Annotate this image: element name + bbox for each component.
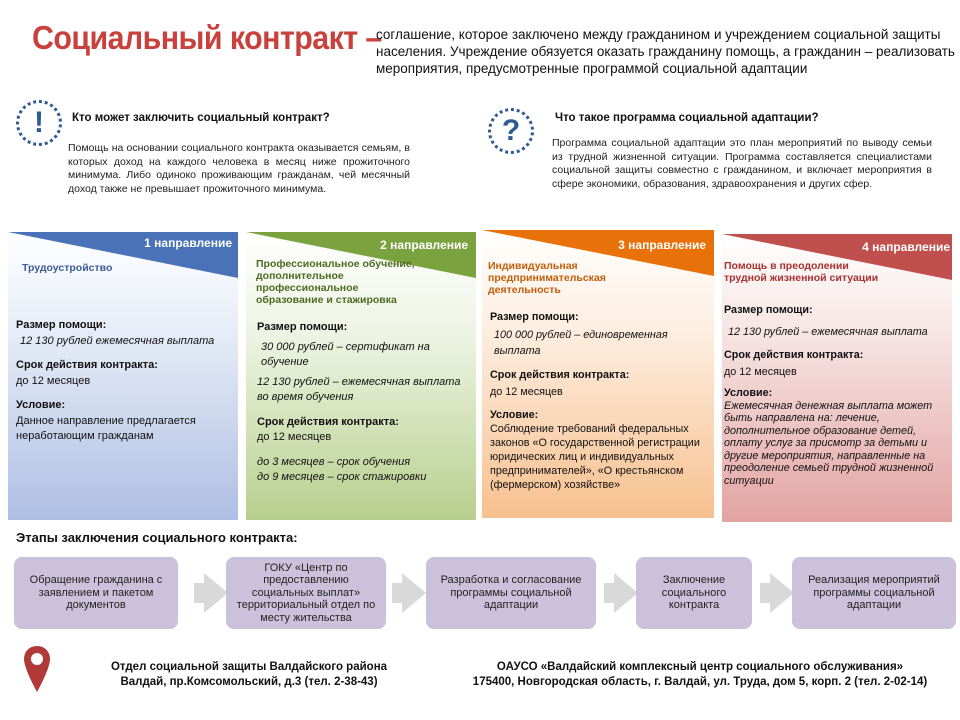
direction-2-help-value-1: 30 000 рублей – сертификат на обучение xyxy=(261,340,430,368)
footer-left-line2: Валдай, пр.Комсомольский, д.3 (тел. 2-38-43) xyxy=(120,676,378,688)
direction-3-subtitle: Индивидуальная предпринимательская деятельность xyxy=(488,260,606,296)
stage-arrow-tail-2 xyxy=(392,583,402,603)
stage-4: Заключение социального контракта xyxy=(636,557,752,629)
stage-2: ГОКУ «Центр по предоставлению социальных выплат» территориальный отдел по месту жительства xyxy=(226,557,386,629)
footer-right-office xyxy=(440,660,960,690)
direction-3-cond-value: Соблюдение требований федеральных законов «О государственной регистрации юридических лиц и индивидуальных предпринимателей», «О крестьянском (фермерском) хозяйстве» xyxy=(490,423,700,491)
info-right-heading: Что такое программа социальной адаптации? xyxy=(555,112,819,124)
stage-arrow-tail-4 xyxy=(760,583,770,603)
direction-4-help-value: 12 130 рублей – ежемесячная выплата xyxy=(728,325,928,338)
direction-2-term-label: Срок действия контракта: xyxy=(257,415,399,428)
stage-5: Реализация мероприятий программы социальной адаптации xyxy=(792,557,956,629)
stage-arrow-tail-3 xyxy=(604,583,614,603)
direction-4-number: 4 направление xyxy=(862,240,950,254)
stage-arrow-2 xyxy=(402,573,426,613)
footer-right-line2: 175400, Новгородская область, г. Валдай, ул. Труда, дом 5, корп. 2 (тел. 2-02-14) xyxy=(472,676,928,688)
direction-1-card xyxy=(8,232,238,520)
direction-4-term-value: до 12 месяцев xyxy=(724,365,797,378)
direction-2-help-label: Размер помощи: xyxy=(257,321,348,333)
location-pin-icon xyxy=(22,644,52,696)
direction-4-cond-label: Условие: xyxy=(724,387,773,399)
question-icon: ? xyxy=(488,108,534,154)
exclamation-icon: ! xyxy=(16,100,62,146)
direction-4-card xyxy=(722,234,952,522)
stage-3: Разработка и согласование программы социальной адаптации xyxy=(426,557,596,629)
direction-3-cond-label: Условие: xyxy=(490,409,539,421)
direction-4-help-label: Размер помощи: xyxy=(724,304,813,316)
stage-arrow-tail-1 xyxy=(194,583,204,603)
direction-1-term-label: Срок действия контракта: xyxy=(16,359,158,371)
direction-2-help-value-2: 12 130 рублей – ежемесячная выплата во время обучения xyxy=(257,375,461,403)
direction-2-card xyxy=(246,232,476,520)
page-title: Социальный контракт – xyxy=(32,19,382,56)
info-right-text: Программа социальной адаптации это план мероприятий по выводу семьи из трудной жизненной ситуации. Программа составляется специалистами социальной защиты совместно с гражданином, и включает мероприятия в сфере экономики, образования, здравоохранения и других сфер. xyxy=(552,137,932,190)
direction-3-help-value: 100 000 рублей – единовременная выплата xyxy=(494,329,668,357)
direction-2-subtitle: Профессиональное обучение, дополнительное профессиональное образование и стажировка xyxy=(256,258,415,306)
direction-1-term-value: до 12 месяцев xyxy=(16,374,91,387)
direction-1-subtitle: Трудоустройство xyxy=(22,262,113,274)
direction-3-help-label: Размер помощи: xyxy=(490,311,579,323)
direction-3-term-value: до 12 месяцев xyxy=(490,386,563,398)
footer-right-line1: ОАУСО «Валдайский комплексный центр социального обслуживания» xyxy=(496,661,904,673)
direction-1-help-value: 12 130 рублей ежемесячная выплата xyxy=(20,334,215,347)
info-left-heading: Кто может заключить социальный контракт? xyxy=(72,112,330,124)
direction-4-cond-value: Ежемесячная денежная выплата может быть направлена на: лечение, дополнительное образование детей, оплату услуг за присмотр за детьми и другие мероприятия, направленные на преодоление семьей трудной жизненной ситуации xyxy=(724,399,934,487)
direction-2-term-value-3: до 9 месяцев – срок стажировки xyxy=(257,471,427,483)
stage-arrow-3 xyxy=(614,573,638,613)
stage-arrow-4 xyxy=(770,573,794,613)
direction-4-subtitle: Помощь в преодолении трудной жизненной ситуации xyxy=(724,260,879,284)
direction-1-number: 1 направление xyxy=(144,236,232,250)
direction-1-cond-value: Данное направление предлагается неработающим гражданам xyxy=(16,414,196,442)
stages-title: Этапы заключения социального контракта: xyxy=(16,530,298,545)
footer-left-line1: Отдел социальной защиты Валдайского района xyxy=(110,661,388,673)
direction-2-term-value-2: до 3 месяцев – срок обучения xyxy=(257,455,411,468)
direction-3-card xyxy=(482,230,714,518)
direction-2-number: 2 направление xyxy=(380,238,468,252)
info-left-text: Помощь на основании социального контракта оказывается семьям, в которых доход на каждого человека в месяц ниже прожиточного минимума. Либо одиноко проживающим гражданам, чей месячный доход также не превышает прожиточного минимума. xyxy=(68,142,410,195)
direction-1-help-label: Размер помощи: xyxy=(16,319,107,331)
stage-arrow-1 xyxy=(204,573,228,613)
stage-1: Обращение гражданина с заявлением и пакетом документов xyxy=(14,557,178,629)
direction-4-term-label: Срок действия контракта: xyxy=(724,349,864,361)
direction-3-number: 3 направление xyxy=(618,238,706,252)
direction-3-term-label: Срок действия контракта: xyxy=(490,369,630,381)
direction-1-cond-label: Условие: xyxy=(16,399,66,411)
direction-2-term-value: до 12 месяцев xyxy=(257,431,332,443)
footer-left-office xyxy=(96,660,402,690)
title-definition: соглашение, которое заключено между гражданином и учреждением социальной защиты населения. Учреждение обязуется оказать гражданину помощь, а гражданин – реализовать мероприятия, предусмотренные программой социальной адаптации xyxy=(376,27,955,76)
